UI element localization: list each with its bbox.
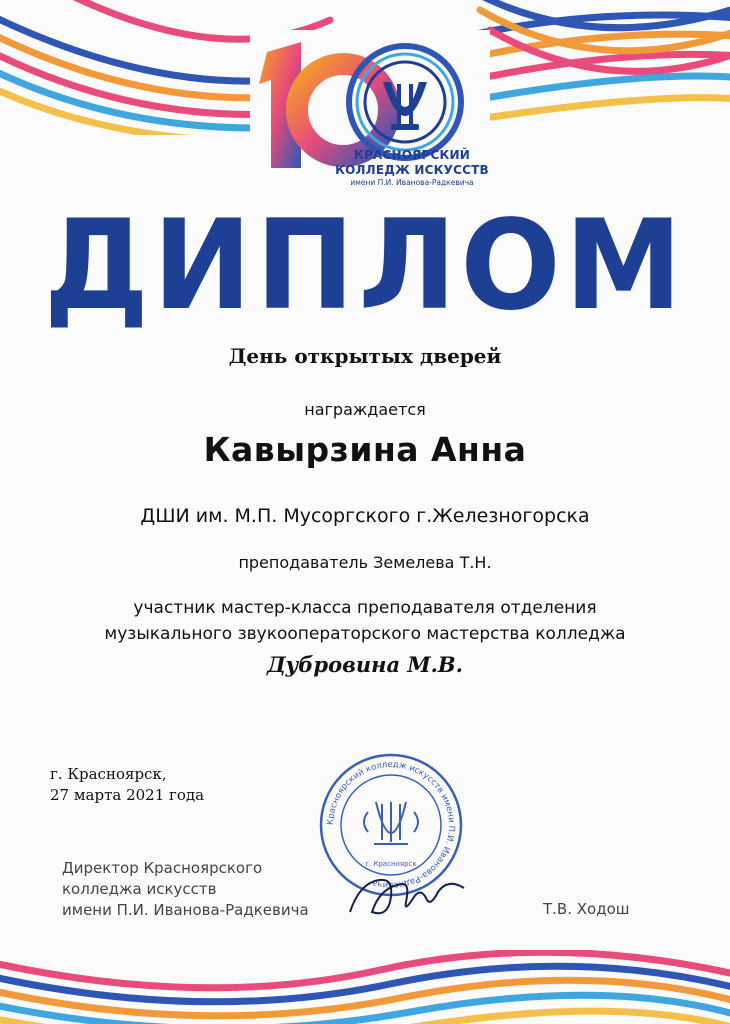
seal-lyre-icon [364, 802, 418, 844]
bottom-decorative-stripes [0, 950, 730, 1024]
participation-line-2: музыкального звукооператорского мастерства колледжа [104, 624, 626, 644]
director-line1: Директор Красноярского [62, 859, 263, 877]
awarded-label: награждается [304, 400, 426, 419]
director-line3: имени П.И. Иванова-Радкевича [62, 901, 309, 919]
teacher-name: преподаватель Земелева Т.Н. [238, 553, 492, 572]
date: 27 марта 2021 года [50, 786, 205, 804]
seal-ring-text: Красноярский колледж искусств имени П.И. Иванова-Радкевича [325, 759, 457, 891]
city: г. Красноярск, [50, 765, 167, 783]
participation-line-1: участник мастер-класса преподавателя отделения [133, 598, 597, 618]
master-class-teacher: Дубровина М.В. [267, 652, 463, 677]
diploma-title: ДИПЛОМ [43, 192, 687, 338]
signer-name: Т.В. Ходош [543, 900, 630, 918]
logo-line2: КОЛЛЕДЖ ИСКУССТВ [335, 163, 489, 177]
logo-line3: имени П.И. Иванова-Радкевича [350, 178, 474, 187]
logo-line1: КРАСНОЯРСКИЙ [353, 148, 471, 162]
event-name: День открытых дверей [228, 344, 502, 368]
director-line2: колледжа искусств [62, 880, 217, 898]
logo-caption [312, 148, 512, 188]
director-signature [340, 862, 470, 922]
recipient-name: Кавырзина Анна [203, 430, 527, 469]
school-name: ДШИ им. М.П. Мусоргского г.Железногорска [140, 505, 590, 527]
director-title [62, 858, 309, 921]
seal-bottom-text: г. Красноярск [365, 860, 417, 868]
place-and-date [50, 764, 204, 806]
